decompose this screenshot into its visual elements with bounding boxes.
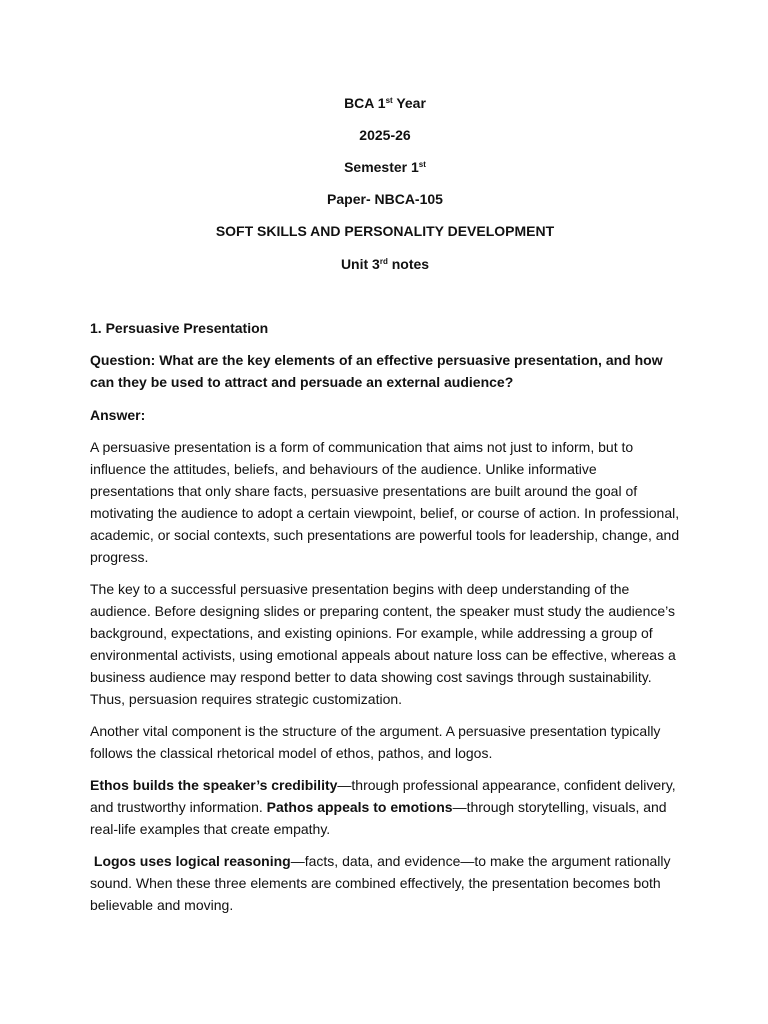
- paragraph-audience: The key to a successful persuasive presentation begins with deep understanding of the audience. Before designing slides or preparing content, the speaker must study the audience’s background, expectations, and existing opinions. For example, while addressing a group of environmental activists, using emotional appeals about nature loss can be effective, whereas a business audience may respond better to data showing cost savings through sustainability. Thus, persuasion requires strategic customization.: [90, 581, 676, 707]
- course-year: [90, 94, 680, 112]
- question-text: Question: What are the key elements of an effective persuasive presentation, and how can they be used to attract and persuade an external audience?: [90, 352, 663, 390]
- course-superscript: st: [385, 96, 393, 105]
- pathos-description: —through storytelling, visuals, and real-life examples that create empathy.: [90, 799, 667, 837]
- subject-title: SOFT SKILLS AND PERSONALITY DEVELOPMENT: [215, 223, 555, 239]
- course-text: BCA 1: [344, 95, 386, 111]
- unit-suffix: notes: [387, 256, 430, 272]
- paragraph-logos: [90, 850, 680, 916]
- ethos-description: —through professional appearance, confident delivery, and trustworthy information.: [90, 777, 676, 815]
- session-year: 2025-26: [359, 127, 411, 143]
- paragraph-structure: Another vital component is the structure of the argument. A persuasive presentation typically follows the classical rhetorical model of ethos, pathos, and logos.: [90, 723, 661, 761]
- semester-superscript: st: [418, 160, 426, 169]
- semester-text: Semester 1: [344, 159, 419, 175]
- ethos-term: Ethos builds the speaker’s credibility: [90, 777, 338, 793]
- section-heading: 1. Persuasive Presentation: [90, 320, 269, 336]
- paragraph-ethos-pathos: [90, 774, 680, 840]
- pathos-term: Pathos appeals to emotions: [266, 799, 453, 815]
- paragraph-intro: A persuasive presentation is a form of communication that aims not just to inform, but to influence the attitudes, beliefs, and behaviours of the audience. Unlike informative presentations that only share facts, persuasive presentations are built around the goal of motivating the audience to adopt a certain viewpoint, belief, or course of action. In professional, academic, or social contexts, such presentations are powerful tools for leadership, change, and progress.: [90, 439, 680, 565]
- logos-term: Logos uses logical reasoning: [90, 853, 291, 869]
- document-page: [90, 0, 680, 1024]
- logos-description: —facts, data, and evidence—to make the argument rationally sound. When these three elements are combined effectively, the presentation becomes both believable and moving.: [90, 853, 675, 913]
- course-suffix: Year: [392, 95, 426, 111]
- unit-text: Unit 3: [340, 256, 380, 272]
- semester: [90, 158, 680, 176]
- unit-title: [90, 255, 680, 273]
- answer-label: Answer:: [90, 407, 146, 423]
- paper-code: Paper- NBCA-105: [327, 191, 443, 207]
- unit-superscript: rd: [379, 257, 388, 266]
